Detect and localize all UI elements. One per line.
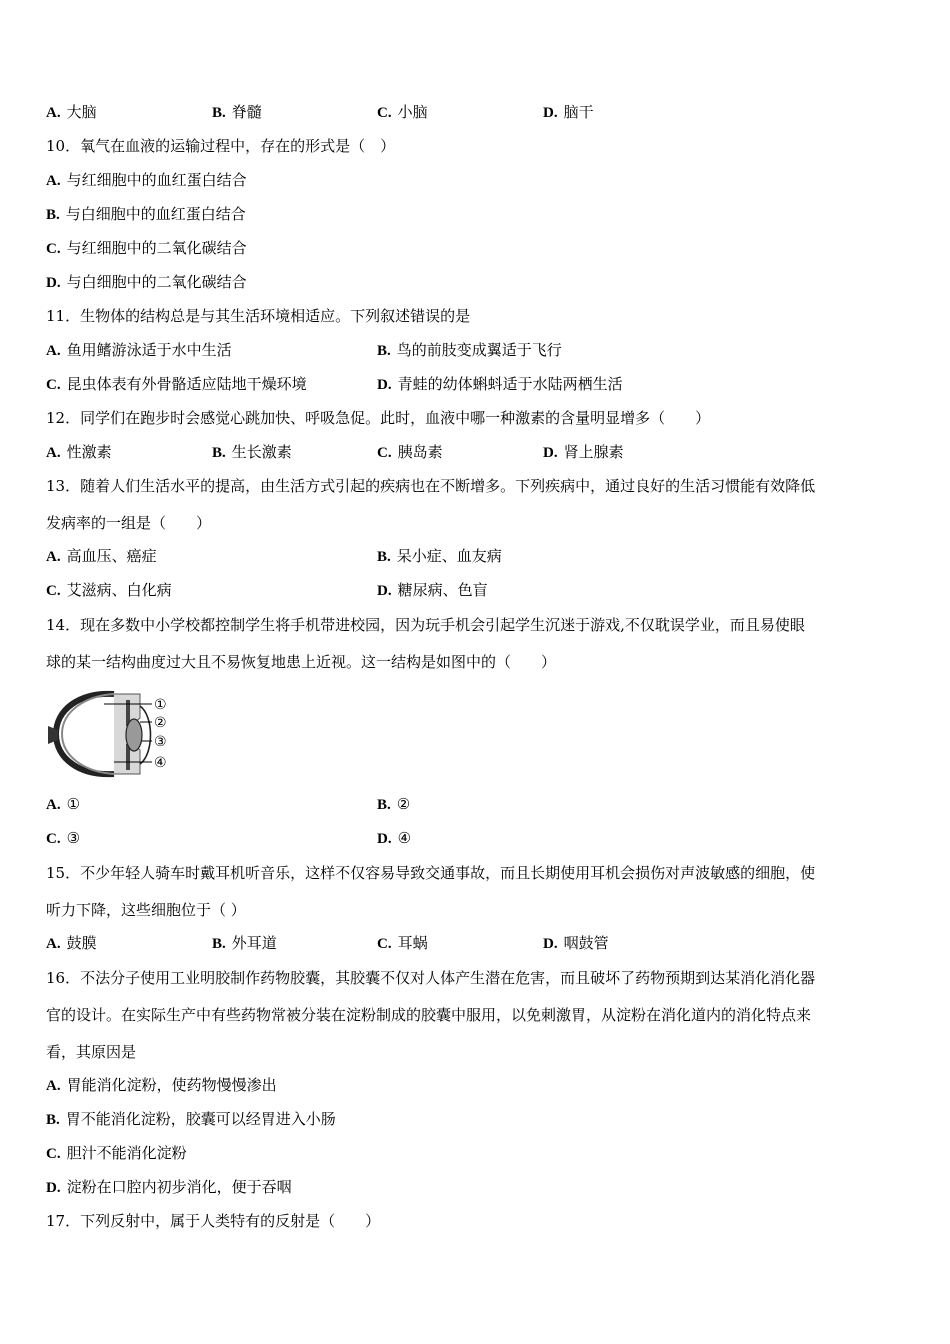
q16-stem-line1: 16．不法分子使用工业明胶制作药物胶囊，其胶囊不仅对人体产生潜在危害，而且破坏了药物预期到达某消化消化器: [46, 969, 816, 987]
q12-option-a: A. 性激素: [46, 443, 112, 461]
q15-option-c: C. 耳蜗: [377, 934, 428, 952]
q10-option-b: B. 与白细胞中的血红蛋白结合: [46, 205, 246, 223]
q11-stem: 11．生物体的结构总是与其生活环境相适应。下列叙述错误的是: [46, 307, 471, 325]
q13-option-a: A. 高血压、癌症: [46, 547, 157, 565]
q12-option-b: B. 生长激素: [212, 443, 292, 461]
q15-stem-line1: 15．不少年轻人骑车时戴耳机听音乐，这样不仅容易导致交通事故，而且长期使用耳机会损伤对声波敏感的细胞，使: [46, 864, 816, 882]
q16-option-c: C. 胆汁不能消化淀粉: [46, 1144, 187, 1162]
q15-stem-line2: 听力下降，这些细胞位于（ ）: [46, 901, 246, 919]
q15-option-a: A. 鼓膜: [46, 934, 97, 952]
q14-stem-line2: 球的某一结构曲度过大且不易恢复地患上近视。这一结构是如图中的（ ）: [46, 653, 557, 671]
q13-option-b: B. 呆小症、血友病: [377, 547, 502, 565]
q17-stem: 17．下列反射中，属于人类特有的反射是（ ）: [46, 1212, 381, 1230]
eye-diagram: [44, 688, 178, 780]
q16-option-d: D. 淀粉在口腔内初步消化，便于吞咽: [46, 1178, 292, 1196]
q9-option-a: A. 大脑: [46, 103, 97, 121]
q12-option-d: D. 肾上腺素: [543, 443, 624, 461]
q14-option-b: B. ②: [377, 795, 411, 813]
q10-option-d: D. 与白细胞中的二氧化碳结合: [46, 273, 247, 291]
q12-stem: 12．同学们在跑步时会感觉心跳加快、呼吸急促。此时，血液中哪一种激素的含量明显增多（ ）: [46, 409, 711, 427]
q16-stem-line2: 官的设计。在实际生产中有些药物常被分装在淀粉制成的胶囊中服用，以免刺激胃，从淀粉在消化道内的消化特点来: [46, 1006, 812, 1024]
q13-option-c: C. 艾滋病、白化病: [46, 581, 172, 599]
q14-option-a: A. ①: [46, 795, 81, 813]
eye-label-4: ④: [154, 755, 167, 771]
q12-option-c: C. 胰岛素: [377, 443, 443, 461]
q14-stem-line1: 14．现在多数中小学校都控制学生将手机带进校园，因为玩手机会引起学生沉迷于游戏,不仅耽误学业，而且易使眼: [46, 616, 805, 634]
q14-option-c: C. ③: [46, 829, 81, 847]
q11-option-b: B. 鸟的前肢变成翼适于飞行: [377, 341, 562, 359]
q16-stem-line3: 看，其原因是: [46, 1043, 137, 1061]
q9-option-c: C. 小脑: [377, 103, 428, 121]
q16-option-b: B. 胃不能消化淀粉，胶囊可以经胃进入小肠: [46, 1110, 336, 1128]
eye-label-2: ②: [154, 715, 167, 731]
q15-option-b: B. 外耳道: [212, 934, 277, 952]
q10-option-a: A. 与红细胞中的血红蛋白结合: [46, 171, 247, 189]
q11-option-a: A. 鱼用鳍游泳适于水中生活: [46, 341, 232, 359]
q10-stem: 10．氧气在血液的运输过程中，存在的形式是（ ）: [46, 137, 396, 155]
q15-option-d: D. 咽鼓管: [543, 934, 609, 952]
q14-option-d: D. ④: [377, 829, 412, 847]
q9-option-d: D. 脑干: [543, 103, 594, 121]
q13-stem-line2: 发病率的一组是（ ）: [46, 514, 212, 532]
q9-option-b: B. 脊髓: [212, 103, 262, 121]
eye-label-3: ③: [154, 734, 167, 750]
q16-option-a: A. 胃能消化淀粉，使药物慢慢渗出: [46, 1076, 277, 1094]
q11-option-c: C. 昆虫体表有外骨骼适应陆地干燥环境: [46, 375, 307, 393]
q13-option-d: D. 糖尿病、色盲: [377, 581, 488, 599]
q11-option-d: D. 青蛙的幼体蝌蚪适于水陆两栖生活: [377, 375, 623, 393]
q13-stem-line1: 13．随着人们生活水平的提高，由生活方式引起的疾病也在不断增多。下列疾病中，通过良好的生活习惯能有效降低: [46, 477, 816, 495]
q10-option-c: C. 与红细胞中的二氧化碳结合: [46, 239, 247, 257]
eye-label-1: ①: [154, 697, 167, 713]
